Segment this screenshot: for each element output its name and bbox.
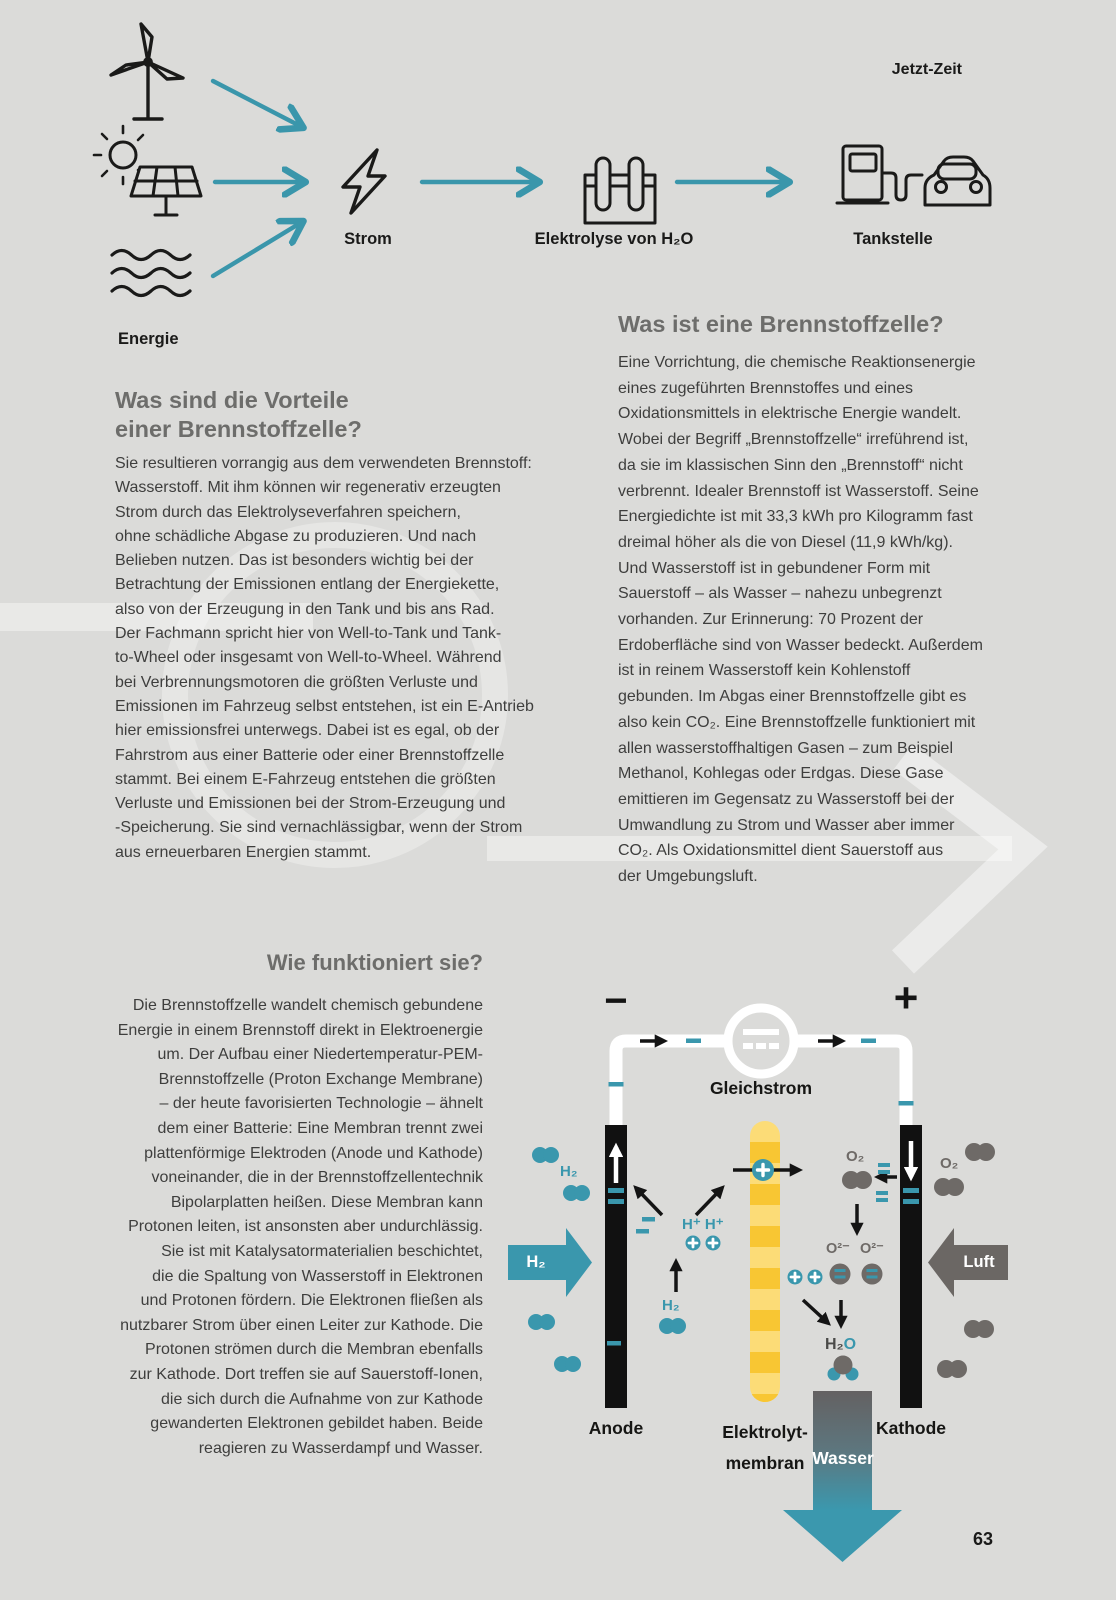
- wie-body: Die Brennstoffzelle wandelt chemisch gebundene Energie in einem Brennstoff direkt in Elektroenergie um. Der Aufbau einer Niedertemperatur-PEM- Brennstoffzelle (Proton Exchange Membrane) – der heute favorisierten Technologie – ähnelt dem einer Batterie: Eine Membran trennt zwei plattenförmige Elektroden (Anode und Kathode) voneinander, die in der Brennstoffzellentechnik Bipolarplatten heißen. Diese Membran kann Protonen leiten, ist ansonsten aber undurchlässig. Sie ist mit Katalysatormaterialien beschichtet, die die Spaltung von Wasserstoff in Elektronen und Protonen fördern. Die Elektronen fließen als nutzbarer Strom über einen Leiter zur Kathode. Die Protonen strömen durch die Membran ebenfalls zur Kathode. Dort treffen sie auf Sauerstoff-Ionen, die sich durch die Aufnahme von zur Kathode gewanderten Elektronen gebildet haben. Beide reagieren zu Wasserdampf und Wasser.: [117, 997, 483, 1457]
- gleichstrom-label: Gleichstrom: [709, 1078, 813, 1098]
- flow-label-energie: Energie: [118, 330, 179, 348]
- o2-molecule: [965, 1143, 995, 1161]
- water-molecule: [828, 1356, 859, 1381]
- h2-molecule: [528, 1314, 555, 1330]
- o2-molecule: [964, 1320, 994, 1338]
- o2-ion-circles: [830, 1264, 883, 1285]
- car-icon: [925, 157, 990, 205]
- was-ist-body: Eine Vorrichtung, die chemische Reaktionsenergie eines zugeführten Brennstoffes und eines Oxidationsmittels in elektrische Energie wandelt. Wobei der Begriff „Brennstoffzelle“ irreführend ist, da sie im klassischen Sinn den „Brennstoff“ nicht verbrennt. Idealer Brennstoff ist Wasserstoff. Seine Energiedichte ist mit 33,3 kWh pro Kilogramm fast dreimal höher als die von Diesel (11,9 kWh/kg). Und Wasserstoff ist in gebundener Form mit Sauerstoff – als Wasser – nahezu unbegrenzt vorhanden. Zur Erinnerung: 70 Prozent der Erdoberfläche sind von Wasser bedeckt. Außerdem ist in reinem Wasserstoff kein Kohlenstoff gebunden. Im Abgas einer Brennstoffzelle gibt es also kein CO₂. Eine Brennstoffzelle funktioniert mit allen wasserstoffhaltigen Gasen – zum Beispiel Methanol, Kohlegas oder Erdgas. Diese Gase emittieren im Gegensatz zu Wasserstoff bei der Umwandlung zu Strom und Wasser aber immer CO₂. Als Oxidationsmittel dient Sauerstoff aus der Umgebungsluft.: [618, 354, 983, 886]
- minus-sign: −: [604, 979, 628, 1023]
- wasser-label: Wasser: [812, 1448, 874, 1468]
- o2-ion-label-2: O²⁻: [860, 1241, 884, 1257]
- h2-label-1: H₂: [560, 1163, 578, 1180]
- h2o-h-part: H₂: [825, 1336, 844, 1353]
- plus-sign: +: [893, 974, 919, 1021]
- fuel-cell-diagram: [500, 955, 1116, 1600]
- water-waves-icon: [112, 251, 190, 296]
- protons-near-ions: [788, 1270, 823, 1285]
- wie-title: Wie funktioniert sie?: [266, 950, 483, 975]
- anode-label: Anode: [588, 1418, 644, 1438]
- proton-crossing-membrane: [733, 1159, 799, 1181]
- o2-right-label: O₂: [940, 1155, 959, 1172]
- h2-molecule: [532, 1147, 559, 1163]
- flow-label-elektrolyse: Elektrolyse von H₂O: [534, 230, 694, 248]
- h2-molecule: [554, 1356, 581, 1372]
- h2o-o-part: O: [843, 1336, 857, 1353]
- o2-molecule: [934, 1178, 964, 1196]
- h2-label-2: H₂: [662, 1297, 680, 1314]
- page-number: 63: [973, 1529, 994, 1549]
- flow-label-strom: Strom: [344, 230, 392, 248]
- membran-label: Elektrolyt- membran: [722, 1422, 808, 1473]
- h-plus-ions: [686, 1236, 721, 1251]
- luft-arrow-label: Luft: [963, 1253, 995, 1271]
- was-ist-title: Was ist eine Brennstoffzelle?: [618, 311, 944, 337]
- solar-panel-icon: [94, 126, 201, 215]
- fuel-station-icon: [837, 146, 922, 203]
- corner-label: Jetzt-Zeit: [891, 61, 962, 78]
- o2-molecule: [937, 1360, 967, 1378]
- o2-left-label: O₂: [846, 1148, 865, 1165]
- o2-molecule: [842, 1171, 872, 1189]
- anode-electron-dashes: [636, 1217, 655, 1234]
- flow-label-tankstelle: Tankstelle: [853, 230, 933, 248]
- electrolysis-icon: [585, 158, 655, 223]
- kathode-electron-dashes: [876, 1163, 890, 1202]
- h2-molecule: [659, 1318, 686, 1334]
- vorteile-body: Sie resultieren vorrangig aus dem verwendeten Brennstoff: Wasserstoff. Mit ihm können wir regenerativ erzeugten Strom durch das Elektrolyseverfahren speichern, ohne schädliche Abgase zu produzieren. Und nach Belieben nutzen. Das ist besonders wichtig bei der Betrachtung der Emissionen entlang der Energiekette, also von der Erzeugung in den Tank und bis ans Rad. Der Fachmann spricht hier von Well-to-Tank und Tank- to-Wheel oder insgesamt von Well-to-Wheel. Während bei Verbrennungsmotoren die größten Verluste und Emissionen im Fahrzeug selbst entstehen, ist ein E-Antrieb hier emissionsfrei unterwegs. Dabei ist es egal, ob der Fahrstrom aus einer Batterie oder einer Brennstoffzelle stammt. Bei einem E-Fahrzeug entstehen die größten Verluste und Emissionen bei der Strom-Erzeugung und -Speicherung. Sie sind vernachlässigbar, wenn der Strom aus erneuerbaren Energien stammt.: [115, 455, 534, 861]
- lightning-bolt-icon: [343, 150, 385, 213]
- wind-turbine-icon: [111, 24, 183, 119]
- h2-molecule: [563, 1185, 590, 1201]
- fuel-cell-graphics: [500, 955, 1116, 1600]
- o2-ion-label-1: O²⁻: [826, 1241, 850, 1257]
- h-plus-label: H⁺ H⁺: [682, 1216, 724, 1233]
- h2o-label: [825, 1336, 856, 1354]
- dc-source-icon: [728, 1008, 794, 1074]
- kathode-label: Kathode: [876, 1418, 946, 1438]
- vorteile-title: Was sind die Vorteile einer Brennstoffzelle?: [115, 387, 362, 442]
- h2-arrow-label: H₂: [526, 1253, 546, 1271]
